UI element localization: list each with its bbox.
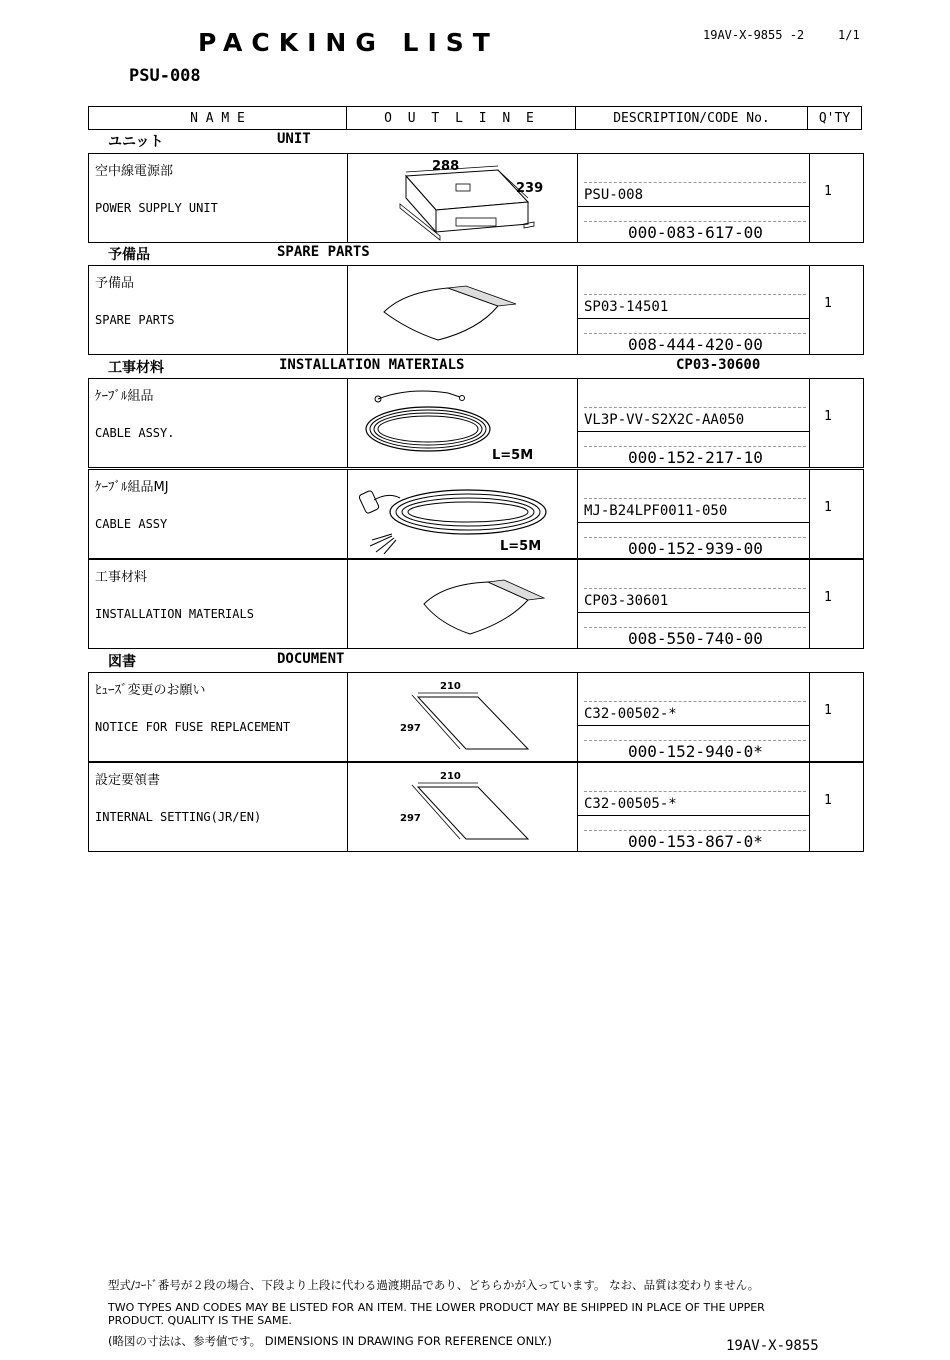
outline-cell <box>347 763 578 851</box>
quantity: 1 <box>824 793 832 808</box>
model-name: PSU-008 <box>129 66 201 86</box>
dim-height: 297 <box>400 813 421 824</box>
qty-cell <box>809 673 863 761</box>
section-spare-jp: 予備品 <box>108 247 150 263</box>
qty-cell <box>809 379 863 467</box>
type-code: VL3P-VV-S2X2C-AA050 <box>584 412 745 428</box>
section-unit-en: UNIT <box>277 131 311 147</box>
item-name-en: SPARE PARTS <box>95 313 175 327</box>
item-row-power-supply <box>88 153 864 243</box>
description-cell <box>577 379 810 467</box>
quantity: 1 <box>824 409 832 424</box>
cable-coil-drawing <box>348 379 578 469</box>
outline-cell <box>347 266 578 354</box>
col-description: DESCRIPTION/CODE No. <box>576 107 808 130</box>
type-code: C32-00505-* <box>584 796 677 812</box>
section-spare-en: SPARE PARTS <box>277 244 370 260</box>
outline-cell <box>347 560 578 648</box>
section-install-code: CP03-30600 <box>676 357 761 373</box>
col-outline: O U T L I N E <box>347 107 576 130</box>
qty-cell <box>809 763 863 851</box>
item-name-en: INTERNAL SETTING(JR/EN) <box>95 810 262 824</box>
footer-doc-number: 19AV-X-9855 <box>726 1338 819 1354</box>
outline-cell <box>347 379 578 467</box>
document-number: 19AV-X-9855 -2 <box>703 28 805 42</box>
item-row-installation-materials <box>88 559 864 649</box>
cable-mj-drawing <box>348 470 578 560</box>
section-install-en: INSTALLATION MATERIALS <box>279 357 465 373</box>
item-name-en: CABLE ASSY. <box>95 426 175 440</box>
part-code: 000-083-617-00 <box>628 223 763 242</box>
item-name-jp: 工事材料 <box>95 570 148 585</box>
item-row-fuse-notice <box>88 672 864 762</box>
dim-width: 210 <box>440 681 461 692</box>
item-name-en: CABLE ASSY <box>95 517 168 531</box>
quantity: 1 <box>824 184 832 199</box>
item-row-cable-assy-mj <box>88 469 864 559</box>
section-install-jp: 工事材料 <box>108 360 164 376</box>
part-code: 000-152-939-00 <box>628 539 763 558</box>
dim-height: 297 <box>400 723 421 734</box>
footer-dimension-note: (略図の寸法は、参考値です。 DIMENSIONS IN DRAWING FOR REFERENCE ONLY.) <box>108 1334 552 1348</box>
section-document-en: DOCUMENT <box>277 651 345 667</box>
item-name-jp: 空中線電源部 <box>95 164 174 179</box>
qty-cell <box>809 470 863 558</box>
description-cell <box>577 673 810 761</box>
footer-en-note-1: TWO TYPES AND CODES MAY BE LISTED FOR AN ITEM. THE LOWER PRODUCT MAY BE SHIPPED IN PLACE OF THE UPPER <box>108 1301 765 1314</box>
type-code: CP03-30601 <box>584 593 669 609</box>
description-cell <box>577 266 810 354</box>
item-row-cable-assy <box>88 378 864 468</box>
item-name-jp: ｹｰﾌﾞﾙ組品 <box>95 389 154 404</box>
footer-en-note-2: PRODUCT. QUALITY IS THE SAME. <box>108 1314 292 1327</box>
bag-drawing <box>348 560 578 650</box>
quantity: 1 <box>824 296 832 311</box>
quantity: 1 <box>824 500 832 515</box>
quantity: 1 <box>824 590 832 605</box>
description-cell <box>577 470 810 558</box>
type-code: SP03-14501 <box>584 299 669 315</box>
item-name-jp: ｹｰﾌﾞﾙ組品MJ <box>95 480 169 495</box>
section-document-jp: 図書 <box>108 654 136 670</box>
cable-length: L=5M <box>492 448 534 463</box>
item-name-jp: ﾋｭｰｽﾞ変更のお願い <box>95 683 206 698</box>
outline-cell <box>347 673 578 761</box>
quantity: 1 <box>824 703 832 718</box>
power-supply-drawing <box>348 154 578 244</box>
bag-drawing <box>348 266 578 356</box>
item-row-internal-setting <box>88 762 864 852</box>
col-name: N A M E <box>89 107 347 130</box>
part-code: 008-444-420-00 <box>628 335 763 354</box>
item-row-spare-parts <box>88 265 864 355</box>
document-sheet-drawing <box>348 673 578 763</box>
cable-length: L=5M <box>500 539 542 554</box>
qty-cell <box>809 560 863 648</box>
description-cell <box>577 763 810 851</box>
footer-jp-note: 型式/ｺｰﾄﾞ番号が２段の場合、下段より上段に代わる過渡期品であり、どちらかが入っています。 なお、品質は変わりません。 <box>108 1278 760 1292</box>
col-qty: Q'TY <box>808 107 862 130</box>
section-unit-jp: ユニット <box>108 134 164 150</box>
part-code: 000-153-867-0* <box>628 832 763 851</box>
dim-width: 288 <box>432 159 460 174</box>
part-code: 000-152-940-0* <box>628 742 763 761</box>
item-name-en: POWER SUPPLY UNIT <box>95 201 218 215</box>
dim-depth: 239 <box>516 181 544 196</box>
item-name-en: INSTALLATION MATERIALS <box>95 607 254 621</box>
qty-cell <box>809 154 863 242</box>
dim-width: 210 <box>440 771 461 782</box>
document-sheet-drawing <box>348 763 578 853</box>
part-code: 008-550-740-00 <box>628 629 763 648</box>
item-name-jp: 設定要領書 <box>95 773 161 788</box>
part-code: 000-152-217-10 <box>628 448 763 467</box>
page-number: 1/1 <box>838 28 860 42</box>
outline-cell <box>347 154 578 242</box>
type-code: PSU-008 <box>584 187 644 203</box>
item-name-jp: 予備品 <box>95 276 135 291</box>
type-code: C32-00502-* <box>584 706 677 722</box>
qty-cell <box>809 266 863 354</box>
outline-cell <box>347 470 578 558</box>
description-cell <box>577 560 810 648</box>
item-name-en: NOTICE FOR FUSE REPLACEMENT <box>95 720 291 734</box>
column-header <box>88 106 862 130</box>
type-code: MJ-B24LPF0011-050 <box>584 503 728 519</box>
description-cell <box>577 154 810 242</box>
page-title: PACKING LIST <box>198 28 499 57</box>
